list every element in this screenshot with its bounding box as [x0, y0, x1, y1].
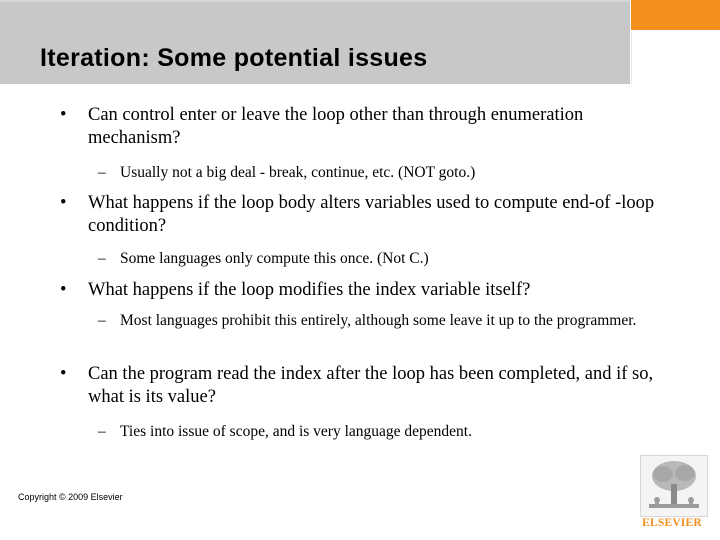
sub-bullet-item: [98, 310, 638, 331]
bullet-icon: •: [60, 193, 67, 213]
bullet-item: [60, 192, 660, 238]
dash-icon: –: [98, 250, 106, 267]
sub-bullet-text: Some languages only compute this once. (Not C.): [120, 250, 429, 267]
dash-icon: –: [98, 312, 106, 329]
elsevier-tree-icon: [640, 455, 708, 517]
bullet-icon: •: [60, 364, 67, 384]
bullet-item: [60, 279, 660, 302]
bullet-item: [60, 363, 660, 409]
bullet-icon: •: [60, 280, 67, 300]
sub-bullet-text: Usually not a big deal - break, continue, etc. (NOT goto.): [120, 164, 476, 181]
sub-bullet-item: [98, 248, 638, 269]
bullet-text: Can the program read the index after the loop has been completed, and if so, what is its value?: [88, 364, 654, 407]
slide-title: Iteration: Some potential issues: [40, 44, 428, 72]
dash-icon: –: [98, 164, 106, 181]
elsevier-wordmark: ELSEVIER: [642, 517, 702, 529]
elsevier-logo: [632, 455, 712, 535]
bullet-text: Can control enter or leave the loop other than through enumeration mechanism?: [88, 105, 584, 148]
sub-bullet-text: Most languages prohibit this entirely, although some leave it up to the programmer.: [120, 312, 637, 329]
bullet-text: What happens if the loop modifies the index variable itself?: [88, 280, 531, 300]
copyright-text: Copyright © 2009 Elsevier: [18, 492, 123, 502]
sub-bullet-item: [98, 421, 638, 442]
sub-bullet-item: [98, 162, 638, 183]
bullet-icon: •: [60, 105, 67, 125]
sub-bullet-text: Ties into issue of scope, and is very language dependent.: [120, 423, 472, 440]
bullet-text: What happens if the loop body alters variables used to compute end-of -loop condition?: [88, 193, 655, 236]
dash-icon: –: [98, 423, 106, 440]
bullet-item: [60, 104, 660, 150]
